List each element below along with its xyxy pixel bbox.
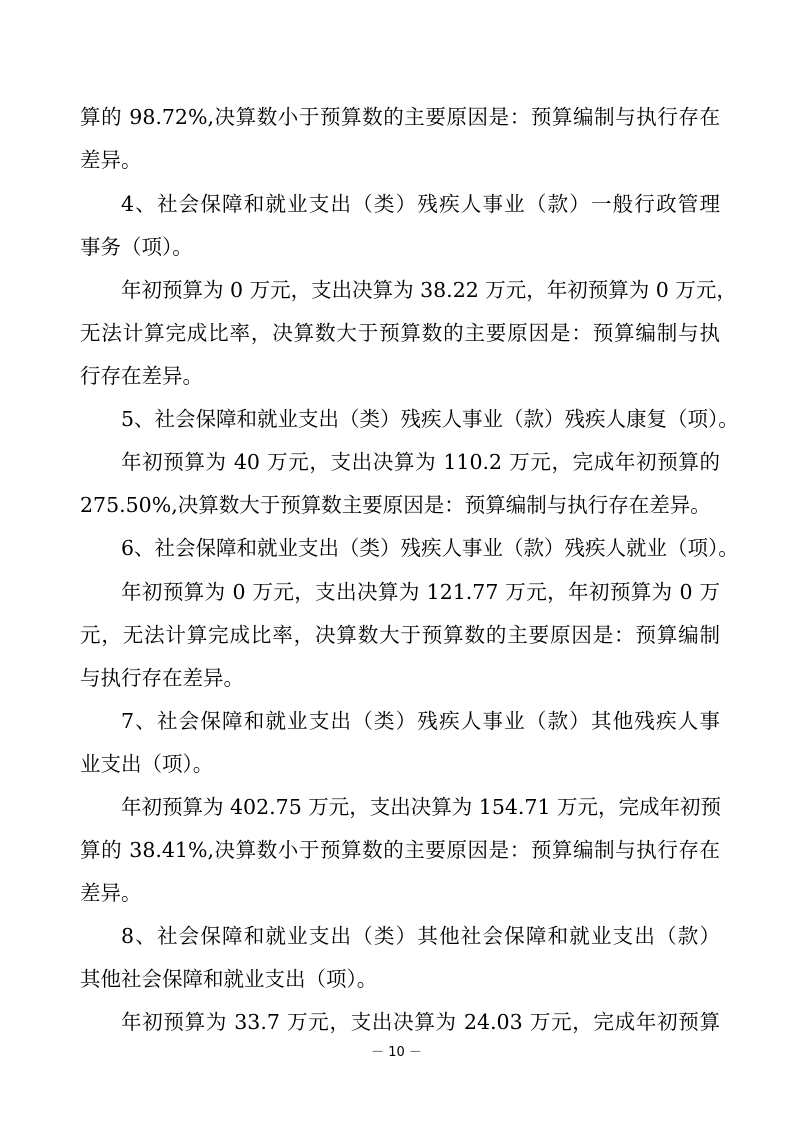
text-line: 275.50%,决算数大于预算数主要原因是：预算编制与执行存在差异。	[80, 493, 711, 517]
text-line: 差异。	[80, 881, 142, 905]
text-line: 算的 98.72%,决算数小于预算数的主要原因是：预算编制与执行存在	[80, 105, 720, 129]
section-heading: 事务（项）。	[80, 235, 193, 259]
text-line: 差异。	[80, 148, 142, 172]
text-line: 年初预算为 402.75 万元，支出决算为 154.71 万元，完成年初预	[121, 795, 722, 819]
section-heading: 业支出（项）。	[80, 752, 214, 776]
text-line: 年初预算为 0 万元，支出决算为 38.22 万元，年初预算为 0 万元，	[121, 278, 737, 302]
section-heading: 其他社会保障和就业支出（项）。	[80, 967, 378, 991]
text-line: 年初预算为 33.7 万元，支出决算为 24.03 万元，完成年初预算	[121, 1010, 720, 1034]
text-line: 无法计算完成比率，决算数大于预算数的主要原因是：预算编制与执	[80, 321, 720, 345]
section-heading: 6、社会保障和就业支出（类）残疾人事业（款）残疾人就业（项）。	[121, 536, 739, 560]
text-line: 算的 38.41%,决算数小于预算数的主要原因是：预算编制与执行存在	[80, 838, 720, 862]
section-heading: 4、社会保障和就业支出（类）残疾人事业（款）一般行政管理	[121, 192, 720, 216]
section-heading: 7、社会保障和就业支出（类）残疾人事业（款）其他残疾人事	[121, 709, 720, 733]
text-line: 元，无法计算完成比率，决算数大于预算数的主要原因是：预算编制	[80, 623, 720, 647]
section-heading: 8、社会保障和就业支出（类）其他社会保障和就业支出（款）	[121, 924, 720, 948]
text-line: 年初预算为 0 万元，支出决算为 121.77 万元，年初预算为 0 万	[121, 580, 720, 604]
text-line: 与执行存在差异。	[80, 666, 244, 690]
text-line: 行存在差异。	[80, 364, 203, 388]
section-heading: 5、社会保障和就业支出（类）残疾人事业（款）残疾人康复（项）。	[121, 407, 739, 431]
page-number: － 10 －	[371, 1045, 422, 1060]
text-line: 年初预算为 40 万元，支出决算为 110.2 万元，完成年初预算的	[121, 450, 720, 474]
